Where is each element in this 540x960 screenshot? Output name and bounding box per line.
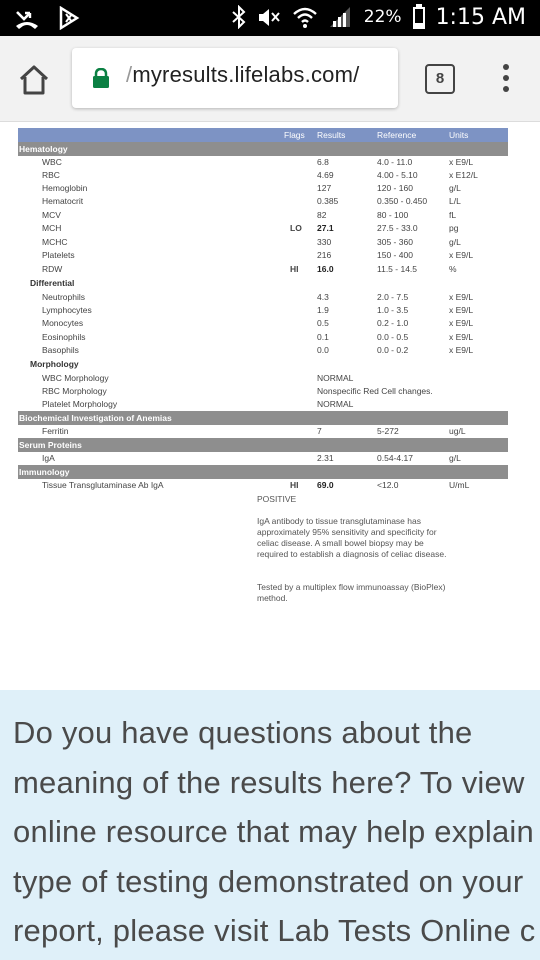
- table-row: MCHC 330 305 - 360 g/L: [42, 237, 461, 247]
- subhead-morphology: Morphology: [30, 359, 79, 369]
- table-row: Platelet Morphology NORMAL: [42, 399, 354, 409]
- note-method: Tested by a multiplex flow immunoassay (BioPlex) method.: [257, 582, 446, 603]
- table-row: Neutrophils 4.3 2.0 - 7.5 x E9/L: [42, 292, 474, 302]
- table-row: RBC 4.69 4.00 - 5.10 x E12/L: [42, 170, 478, 180]
- table-row: WBC 6.8 4.0 - 11.0 x E9/L: [42, 157, 474, 167]
- browser-toolbar: [0, 36, 540, 122]
- section-immunology: Immunology: [18, 465, 508, 479]
- table-row: Platelets 216 150 - 400 x E9/L: [42, 250, 474, 260]
- table-row: Hematocrit 0.385 0.350 - 0.450 L/L: [42, 196, 461, 206]
- info-line: meaning of the results here? To view: [13, 764, 525, 800]
- table-row: WBC Morphology NORMAL: [42, 373, 354, 383]
- wifi-icon: [292, 5, 318, 29]
- battery-percent: 22%: [363, 7, 402, 27]
- notification-icon: [58, 6, 80, 30]
- info-line: report, please visit Lab Tests Online c: [13, 913, 536, 948]
- table-row: MCH LO 27.1 27.5 - 33.0 pg: [42, 223, 459, 233]
- table-row: RDW HI 16.0 11.5 - 14.5 %: [42, 264, 457, 274]
- table-row: Eosinophils 0.1 0.0 - 0.5 x E9/L: [42, 332, 474, 342]
- table-row: Basophils 0.0 0.0 - 0.2 x E9/L: [42, 345, 474, 355]
- header-units: Units: [449, 130, 469, 140]
- info-text: [13, 708, 540, 956]
- table-row: MCV 82 80 - 100 fL: [42, 210, 457, 220]
- section-hematology: Hematology: [18, 142, 508, 156]
- home-icon[interactable]: [16, 62, 52, 98]
- bluetooth-icon: [232, 5, 246, 29]
- subhead-differential: Differential: [30, 278, 75, 288]
- section-anemias: Biochemical Investigation of Anemias: [18, 411, 508, 425]
- battery-icon: [412, 4, 426, 30]
- info-panel: [0, 690, 540, 960]
- header-flags: Flags: [284, 130, 305, 140]
- signal-icon: [328, 5, 354, 29]
- url-prefix: /: [126, 62, 133, 87]
- header-results: Results: [317, 130, 346, 140]
- missed-call-icon: [14, 6, 40, 30]
- info-line: Do you have questions about the: [13, 715, 473, 750]
- info-line: online resource that may help explain: [13, 814, 534, 849]
- tab-switcher-button[interactable]: 8: [425, 64, 455, 94]
- status-bar: [0, 0, 540, 36]
- table-row: Monocytes 0.5 0.2 - 1.0 x E9/L: [42, 318, 474, 328]
- table-row: RBC Morphology Nonspecific Red Cell changes.: [42, 386, 433, 396]
- table-row: Lymphocytes 1.9 1.0 - 3.5 x E9/L: [42, 305, 474, 315]
- info-line: type of testing demonstrated on your: [13, 863, 524, 899]
- results-table-header: [18, 128, 508, 142]
- overflow-menu-icon[interactable]: [496, 62, 516, 98]
- header-reference: Reference: [377, 130, 417, 140]
- mute-icon: [256, 5, 282, 29]
- table-row: IgA 2.31 0.54-4.17 g/L: [42, 453, 461, 463]
- url-text[interactable]: [126, 62, 359, 88]
- note-interpretation: IgA antibody to tissue transglutaminase has approximately 95% sensitivity and specificity for celiac disease. A small bowel biopsy may be required to establish a diagnosis of celiac disease.: [257, 516, 447, 559]
- lab-report: [0, 122, 540, 690]
- url-bar[interactable]: [72, 48, 398, 108]
- table-row: Tissue Transglutaminase Ab IgA HI 69.0 <12.0 U/mL: [42, 480, 470, 490]
- table-row: Ferritin 7 5-272 ug/L: [42, 426, 466, 436]
- table-row: Hemoglobin 127 120 - 160 g/L: [42, 183, 461, 193]
- url-host: myresults.lifelabs.com/: [132, 62, 360, 87]
- lock-icon: [92, 68, 110, 88]
- section-serum-proteins: Serum Proteins: [18, 438, 508, 452]
- note-positive: POSITIVE: [257, 494, 297, 504]
- clock: 1:15 AM: [435, 4, 526, 30]
